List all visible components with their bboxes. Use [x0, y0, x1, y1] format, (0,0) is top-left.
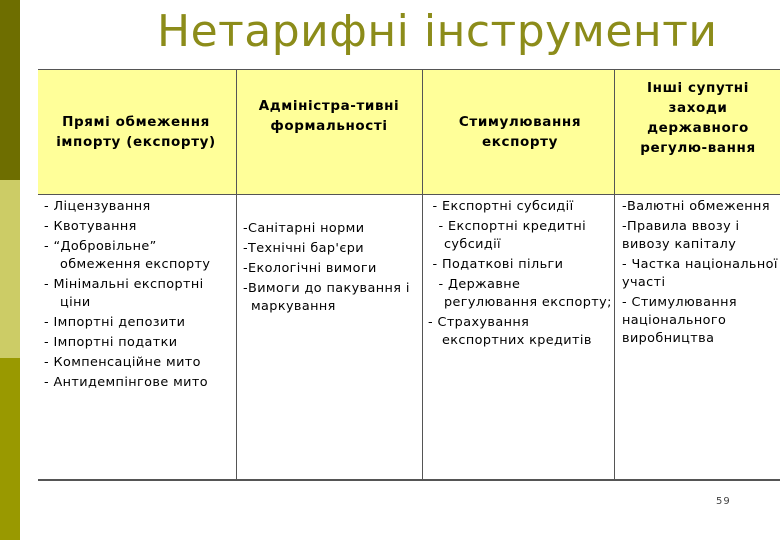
list-item: - Частка національної участі — [622, 257, 778, 290]
header-export-stimulation — [430, 70, 610, 194]
slide-title: Нетарифні інструменти — [157, 6, 718, 57]
instruments-table — [38, 69, 780, 481]
column-administrative — [243, 220, 419, 318]
column-other-measures — [622, 198, 778, 350]
list-item: - Компенсаційне мито — [44, 355, 201, 370]
list-item: - Квотування — [44, 219, 137, 234]
header-label: Стимулювання експорту — [458, 114, 582, 150]
list-item: - Страхування експортних кредитів — [428, 315, 592, 348]
side-bar-dark — [0, 0, 20, 180]
header-label: Прямі обмеження імпорту (експорту) — [56, 114, 216, 150]
column-divider — [236, 70, 237, 479]
list-item: - Імпортні податки — [44, 335, 178, 350]
list-item: -Валютні обмеження — [622, 199, 770, 214]
column-divider — [614, 70, 615, 479]
list-item: - Мінімальні експортні ціни — [44, 277, 204, 310]
column-divider — [422, 70, 423, 479]
header-label: Адміністра-тивні формальності — [258, 98, 400, 134]
list-item: - “Добровільне” обмеження експорту — [44, 239, 211, 272]
header-direct-restrictions — [56, 70, 216, 194]
side-bar-light — [0, 180, 20, 358]
list-item: -Правила ввозу і вивозу капіталу — [622, 219, 740, 252]
list-item: -Санітарні норми — [243, 221, 365, 236]
list-item: -Екологічні вимоги — [243, 261, 377, 276]
list-item: - Експортні кредитні субсидії — [434, 219, 595, 252]
page-number: 59 — [716, 496, 731, 507]
list-item: -Технічні бар'єри — [243, 241, 364, 256]
list-item: - Експортні субсидії — [428, 199, 574, 214]
list-item: - Ліцензування — [44, 199, 151, 214]
list-item: - Податкові пільги — [428, 257, 564, 272]
list-item: - Імпортні депозити — [44, 315, 186, 330]
side-bar-mid — [0, 358, 20, 540]
header-other-measures — [618, 70, 778, 194]
header-administrative — [238, 70, 420, 194]
list-item: - Стимулювання національного виробництва — [622, 295, 737, 346]
list-item: - Державне регулювання експорту; — [434, 277, 612, 310]
column-export-stimulation — [428, 198, 612, 352]
list-item: -Вимоги до пакування і маркування — [243, 281, 410, 314]
column-direct-restrictions — [44, 198, 232, 394]
header-label: Інші супутні заходи державного регулю-вання — [640, 80, 756, 156]
list-item: - Антидемпінгове мито — [44, 375, 208, 390]
